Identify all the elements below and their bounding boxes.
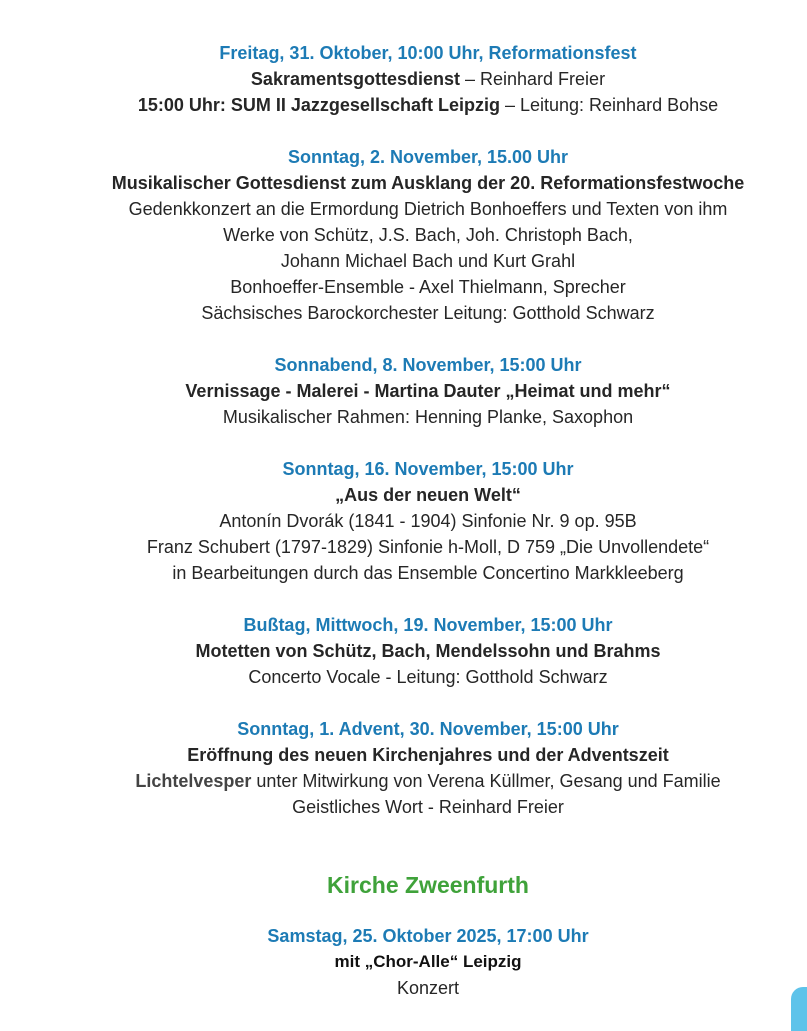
event-text: Musikalischer Rahmen: Henning Planke, Saxophon bbox=[222, 407, 634, 427]
event-line bbox=[0, 66, 807, 92]
program-document bbox=[0, 40, 807, 1001]
event-heading: Samstag, 25. Oktober 2025, 17:00 Uhr bbox=[267, 926, 589, 946]
event-title: Sakramentsgottesdienst bbox=[250, 69, 460, 89]
event-heading: Bußtag, Mittwoch, 19. November, 15:00 Uhr bbox=[243, 615, 613, 635]
event-text: Antonín Dvorák (1841 - 1904) Sinfonie Nr. 9 op. 95B bbox=[219, 511, 637, 531]
spacer bbox=[0, 690, 807, 716]
event-text: Sächsisches Barockorchester Leitung: Gotthold Schwarz bbox=[201, 303, 655, 323]
event-heading: Sonntag, 16. November, 15:00 Uhr bbox=[282, 459, 574, 479]
event-heading: Freitag, 31. Oktober, 10:00 Uhr, Reformationsfest bbox=[219, 43, 637, 63]
event-title: 15:00 Uhr: SUM II Jazzgesellschaft Leipzig bbox=[137, 95, 500, 115]
event-text: – Leitung: Reinhard Bohse bbox=[499, 95, 719, 115]
event-highlight: Lichtelvesper bbox=[135, 771, 252, 791]
spacer bbox=[0, 118, 807, 144]
spacer bbox=[0, 326, 807, 352]
event-text: Werke von Schütz, J.S. Bach, Joh. Christoph Bach, bbox=[223, 225, 633, 245]
spacer bbox=[0, 900, 807, 923]
event-heading: Sonntag, 1. Advent, 30. November, 15:00 Uhr bbox=[237, 719, 619, 739]
section-title: Kirche Zweenfurth bbox=[327, 872, 529, 898]
spacer bbox=[0, 430, 807, 456]
event-text: Johann Michael Bach und Kurt Grahl bbox=[280, 251, 576, 271]
event-title: „Aus der neuen Welt“ bbox=[335, 485, 521, 505]
spacer bbox=[0, 586, 807, 612]
event-text: Gedenkkonzert an die Ermordung Dietrich Bonhoeffers und Texten von ihm bbox=[128, 199, 728, 219]
event-text: unter Mitwirkung von Verena Küllmer, Gesang und Familie bbox=[251, 771, 721, 791]
event-line bbox=[0, 768, 807, 794]
event-text: Geistliches Wort - Reinhard Freier bbox=[292, 797, 564, 817]
event-title: mit „Chor-Alle“ Leipzig bbox=[334, 952, 522, 971]
spacer bbox=[0, 820, 807, 870]
event-line bbox=[0, 92, 807, 118]
event-text: in Bearbeitungen durch das Ensemble Concertino Markkleeberg bbox=[172, 563, 684, 583]
event-title: Motetten von Schütz, Bach, Mendelssohn und Brahms bbox=[195, 641, 661, 661]
event-text: Concerto Vocale - Leitung: Gotthold Schwarz bbox=[248, 667, 608, 687]
event-heading: Sonntag, 2. November, 15.00 Uhr bbox=[287, 147, 569, 167]
event-heading: Sonnabend, 8. November, 15:00 Uhr bbox=[274, 355, 582, 375]
page-tab-decoration bbox=[791, 987, 807, 1031]
event-title: Eröffnung des neuen Kirchenjahres und der Adventszeit bbox=[187, 745, 669, 765]
event-title: Musikalischer Gottesdienst zum Ausklang der 20. Reformationsfestwoche bbox=[111, 173, 745, 193]
event-title: Vernissage - Malerei - Martina Dauter „Heimat und mehr“ bbox=[185, 381, 671, 401]
event-text: – Reinhard Freier bbox=[460, 69, 606, 89]
event-text: Bonhoeffer-Ensemble - Axel Thielmann, Sprecher bbox=[230, 277, 626, 297]
event-text: Konzert bbox=[396, 978, 460, 998]
event-text: Franz Schubert (1797-1829) Sinfonie h-Moll, D 759 „Die Unvollendete“ bbox=[146, 537, 710, 557]
